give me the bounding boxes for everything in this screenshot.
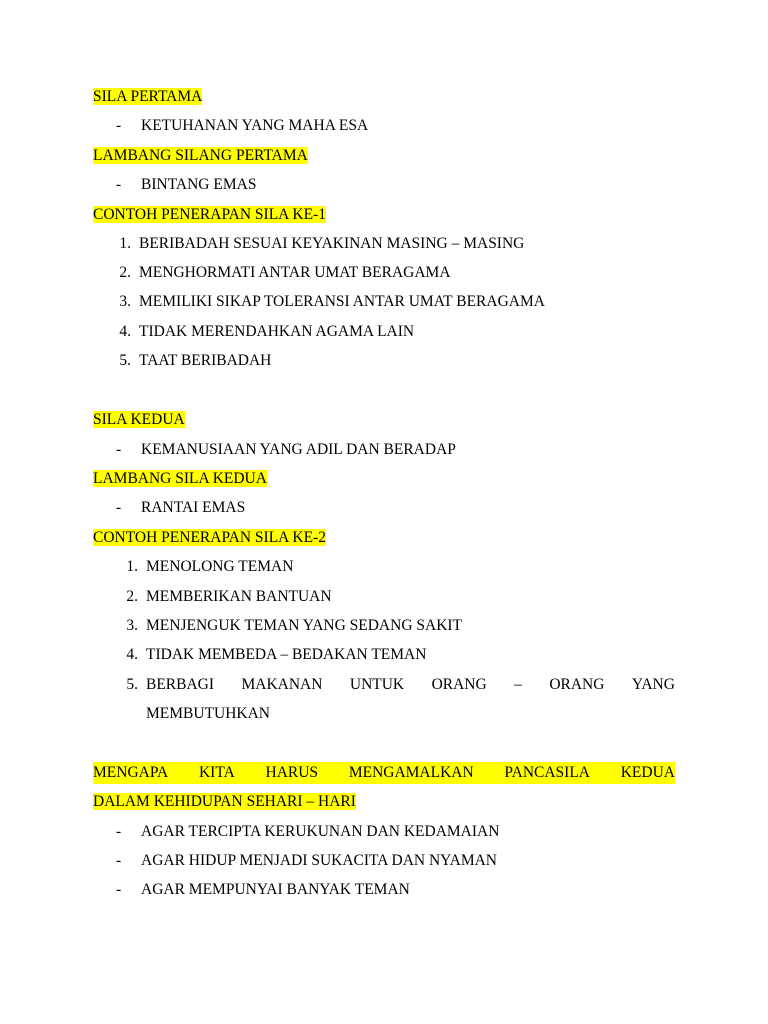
list-item: 2. MEMBERIKAN BANTUAN — [126, 588, 332, 605]
mengapa-bullet: - AGAR MEMPUNYAI BANYAK TEMAN — [0, 879, 768, 901]
list-item: 4. TIDAK MERENDAHKAN AGAMA LAIN — [119, 323, 415, 340]
list-item-continuation: MEMBUTUHKAN — [146, 705, 270, 722]
list-item-justified-line: BERBAGI MAKANAN UNTUK ORANG – ORANG YANG — [146, 676, 675, 693]
list-item: 2. MENGHORMATI ANTAR UMAT BERAGAMA — [119, 264, 451, 281]
sila1-lambang-bullet: - BINTANG EMAS — [0, 174, 768, 196]
dash-marker: - — [116, 441, 122, 458]
list-item: 3. MEMILIKI SIKAP TOLERANSI ANTAR UMAT BERAGAMA — [119, 293, 545, 310]
list-item: 5. TAAT BERIBADAH — [119, 352, 272, 369]
dash-marker: - — [116, 852, 122, 869]
sila2-lambang-heading: LAMBANG SILA KEDUA — [93, 470, 267, 487]
sila2-contoh-heading: CONTOH PENERAPAN SILA KE-2 — [93, 529, 326, 546]
mengapa-bullet: - AGAR HIDUP MENJADI SUKACITA DAN NYAMAN — [0, 850, 768, 872]
sila1-contoh-heading: CONTOH PENERAPAN SILA KE-1 — [93, 206, 326, 223]
list-item: 3. MENJENGUK TEMAN YANG SEDANG SAKIT — [126, 617, 463, 634]
dash-marker: - — [116, 176, 122, 193]
list-item: 1. MENOLONG TEMAN — [126, 558, 294, 575]
mengapa-heading-line1: MENGAPA KITA HARUS MENGAMALKAN PANCASILA KEDUA — [93, 762, 675, 784]
dash-marker: - — [116, 117, 122, 134]
sila1-heading: SILA PERTAMA — [93, 88, 203, 105]
list-item: 1. BERIBADAH SESUAI KEYAKINAN MASING – MASING — [119, 235, 525, 252]
mengapa-heading-line2: DALAM KEHIDUPAN SEHARI – HARI — [93, 793, 356, 810]
sila2-lambang-bullet: - RANTAI EMAS — [0, 497, 768, 519]
list-item: 4. TIDAK MEMBEDA – BEDAKAN TEMAN — [126, 646, 427, 663]
mengapa-bullet: - AGAR TERCIPTA KERUKUNAN DAN KEDAMAIAN — [0, 821, 768, 843]
sila1-lambang-heading: LAMBANG SILANG PERTAMA — [93, 147, 308, 164]
list-item: 5. — [126, 676, 138, 693]
sila2-heading: SILA KEDUA — [93, 411, 185, 428]
dash-marker: - — [116, 499, 122, 516]
sila2-bullet: - KEMANUSIAAN YANG ADIL DAN BERADAP — [0, 439, 768, 461]
sila1-bullet: - KETUHANAN YANG MAHA ESA — [0, 115, 768, 137]
dash-marker: - — [116, 881, 122, 898]
dash-marker: - — [116, 823, 122, 840]
